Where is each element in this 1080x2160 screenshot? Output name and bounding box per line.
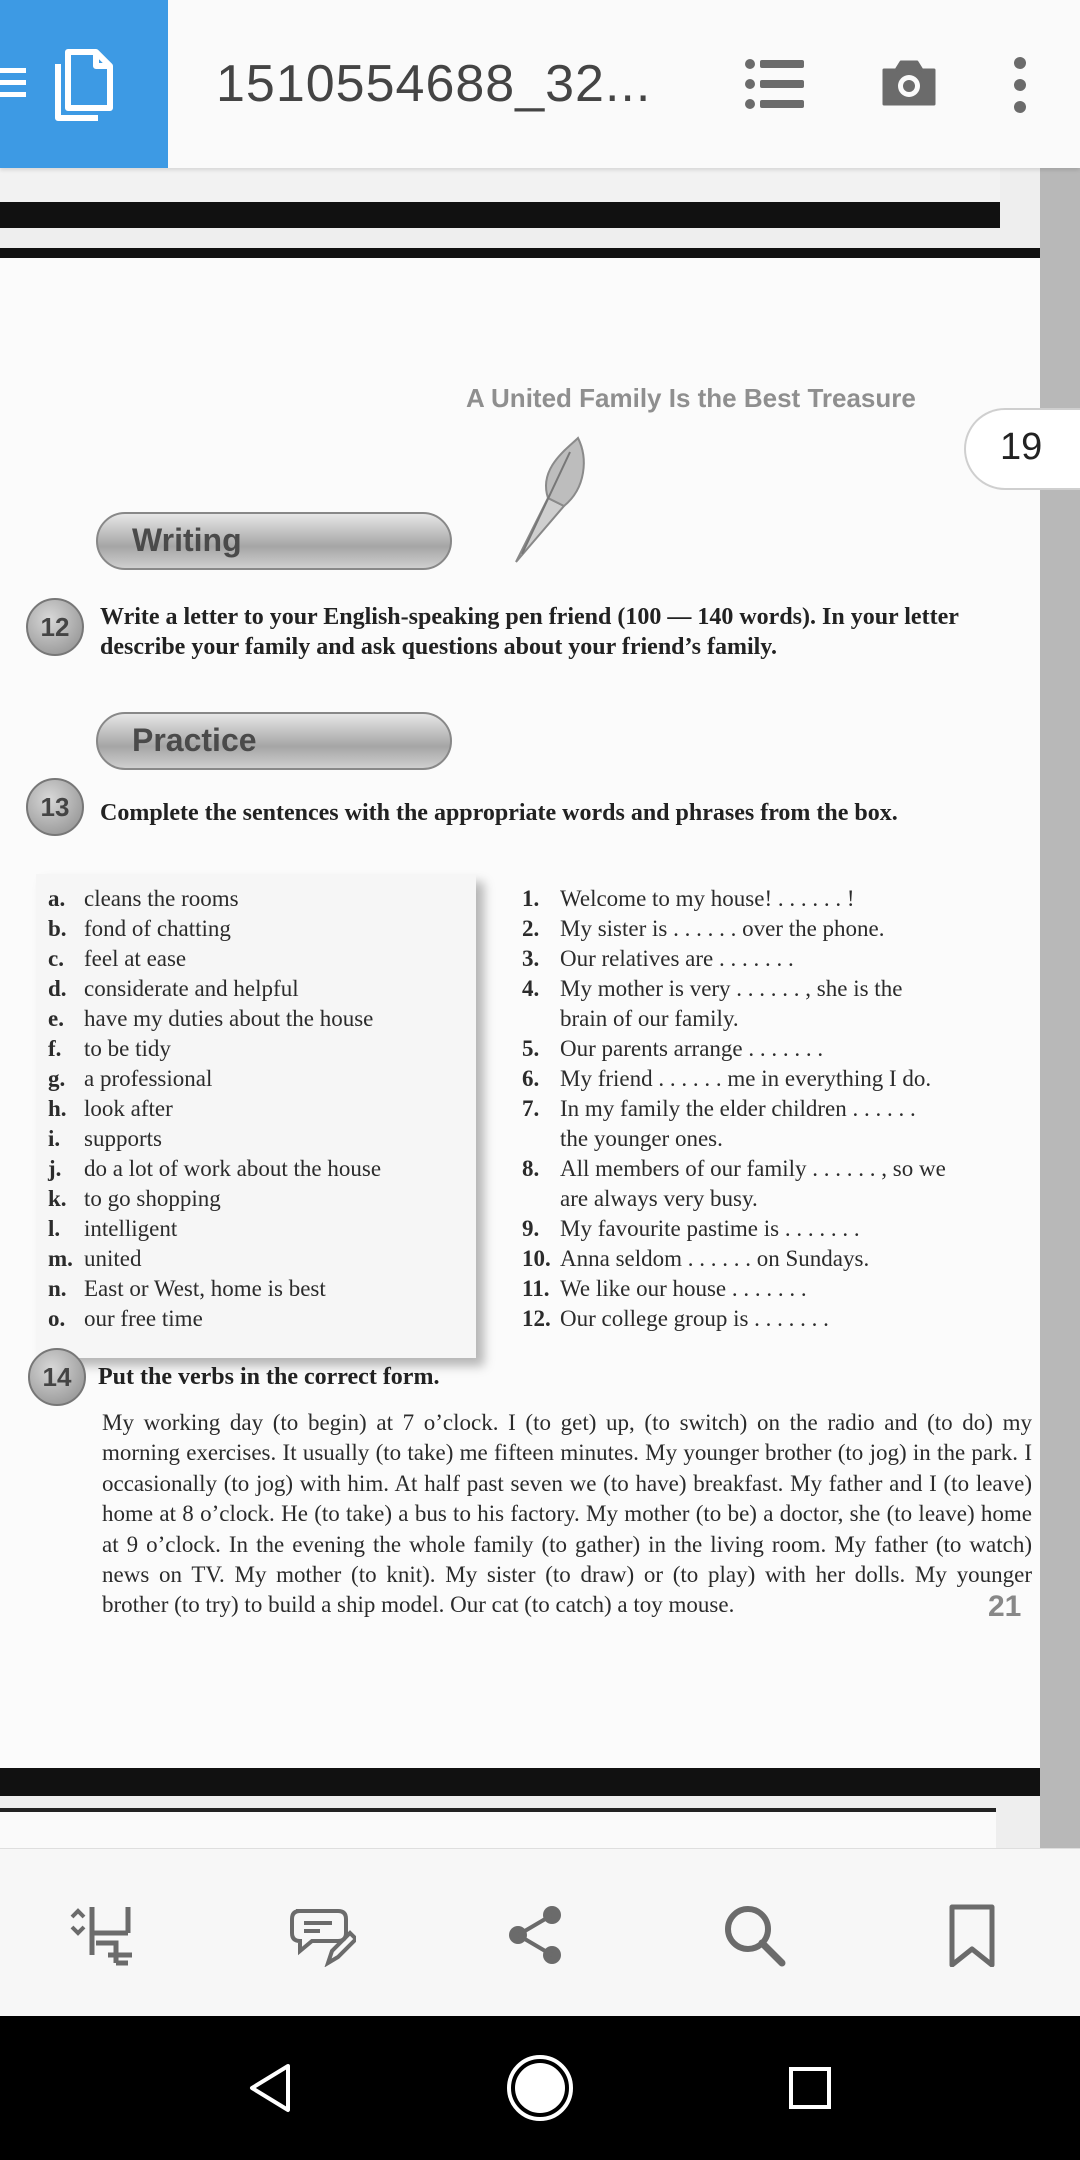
sentence-item: 1. Welcome to my house! . . . . . . ! bbox=[522, 886, 855, 911]
option-item: i. supports bbox=[48, 1126, 162, 1151]
previous-page-edge bbox=[0, 168, 1000, 228]
page-number: 21 bbox=[988, 1590, 1022, 1623]
option-item: m. united bbox=[48, 1246, 142, 1271]
exercise-12-instruction: Write a letter to your English-speaking pen friend (100 — 140 words). In your letter describe your family and ask questions about your friend’s family. bbox=[100, 604, 959, 660]
option-item: g. a professional bbox=[48, 1066, 213, 1091]
back-icon[interactable] bbox=[246, 2062, 294, 2114]
sentence-item: 5. Our parents arrange . . . . . . . bbox=[522, 1036, 824, 1061]
section-writing: Writing bbox=[96, 512, 452, 570]
option-item: l. intelligent bbox=[48, 1216, 178, 1241]
more-vert-icon[interactable] bbox=[1008, 56, 1032, 114]
system-navigation-bar bbox=[0, 2016, 1080, 2160]
section-practice: Practice bbox=[96, 712, 452, 770]
sentence-continuation: the younger ones. bbox=[560, 1126, 723, 1151]
option-item: k. to go shopping bbox=[48, 1186, 221, 1211]
sentence-continuation: brain of our family. bbox=[560, 1006, 739, 1031]
sentence-item: 4. My mother is very . . . . . . , she is the bbox=[522, 976, 903, 1001]
option-item: a. cleans the rooms bbox=[48, 886, 239, 911]
option-item: e. have my duties about the house bbox=[48, 1006, 374, 1031]
option-item: c. feel at ease bbox=[48, 946, 187, 971]
file-title: 1510554688_32... bbox=[216, 55, 652, 113]
quill-pen-icon bbox=[508, 428, 608, 568]
navigation-button[interactable] bbox=[0, 0, 168, 168]
option-item: b. fond of chatting bbox=[48, 916, 231, 941]
document-viewer[interactable] bbox=[0, 168, 1080, 1848]
scanned-page bbox=[0, 248, 1043, 1796]
exercise-13-instruction: Complete the sentences with the appropriate words and phrases from the box. bbox=[100, 800, 898, 826]
option-item: h. look after bbox=[48, 1096, 173, 1121]
exercise-14-number: 14 bbox=[28, 1348, 86, 1406]
menu-icon bbox=[0, 66, 26, 100]
comment-edit-icon[interactable] bbox=[288, 1903, 356, 1967]
sentence-item: 3. Our relatives are . . . . . . . bbox=[522, 946, 794, 971]
option-item: j. do a lot of work about the house bbox=[48, 1156, 382, 1181]
exercise-14-text: My working day (to begin) at 7 o’clock. I (to get) up, (to switch) on the radio and (to do) my morning exercises. It usually (to take) me fifteen minutes. My younger brother (to jog) in the park. I occasionally (to jog) with him. At half past seven we (to have) breakfast. My father and I (to leave) home at 8 o’clock. He (to take) a bus to his factory. My mother (to be) a doctor, she (to leave) home at 9 o’clock. In the evening the whole family (to gather) in the living room. My father (to watch) news on TV. My mother (to knit). My sister (to draw) or (to play) with her dolls. My younger brother (to try) to build a ship model. Our cat (to catch) a toy mouse. bbox=[102, 1410, 1032, 1618]
search-icon[interactable] bbox=[720, 1903, 788, 1967]
list-icon[interactable] bbox=[744, 56, 804, 112]
exercise-12-number: 12 bbox=[26, 598, 84, 656]
option-item: d. considerate and helpful bbox=[48, 976, 299, 1001]
page-tab-number: 19 bbox=[1000, 426, 1043, 468]
exercise-13-number: 13 bbox=[26, 778, 84, 836]
exercise-14-instruction: Put the verbs in the correct form. bbox=[98, 1364, 440, 1390]
next-page-edge bbox=[0, 1808, 996, 1848]
home-icon[interactable] bbox=[506, 2054, 574, 2122]
recents-icon[interactable] bbox=[788, 2066, 832, 2110]
sentence-item: 9. My favourite pastime is . . . . . . . bbox=[522, 1216, 860, 1241]
sentence-continuation: are always very busy. bbox=[560, 1186, 758, 1211]
sentence-item: 7. In my family the elder children . . . . . . bbox=[522, 1096, 916, 1121]
share-icon[interactable] bbox=[502, 1903, 570, 1967]
option-item: n. East or West, home is best bbox=[48, 1276, 326, 1301]
sentence-item: 10. Anna seldom . . . . . . on Sundays. bbox=[522, 1246, 870, 1271]
option-item: f. to be tidy bbox=[48, 1036, 171, 1061]
camera-icon[interactable] bbox=[880, 58, 938, 108]
bottom-toolbar bbox=[0, 1848, 1080, 2017]
sentence-item: 12. Our college group is . . . . . . . bbox=[522, 1306, 829, 1331]
option-item: o. our free time bbox=[48, 1306, 203, 1331]
bookmark-icon[interactable] bbox=[938, 1903, 1006, 1967]
sentence-item: 11. We like our house . . . . . . . bbox=[522, 1276, 807, 1301]
sentence-item: 8. All members of our family . . . . . . , so we bbox=[522, 1156, 946, 1181]
page-tab bbox=[964, 408, 1080, 490]
running-head: A United Family Is the Best Treasure bbox=[466, 383, 916, 413]
resize-icon[interactable] bbox=[68, 1903, 136, 1967]
sentence-item: 2. My sister is . . . . . . over the phone. bbox=[522, 916, 885, 941]
sentence-item: 6. My friend . . . . . . me in everything I do. bbox=[522, 1066, 932, 1091]
document-icon bbox=[52, 48, 118, 124]
app-bar bbox=[0, 0, 1080, 168]
